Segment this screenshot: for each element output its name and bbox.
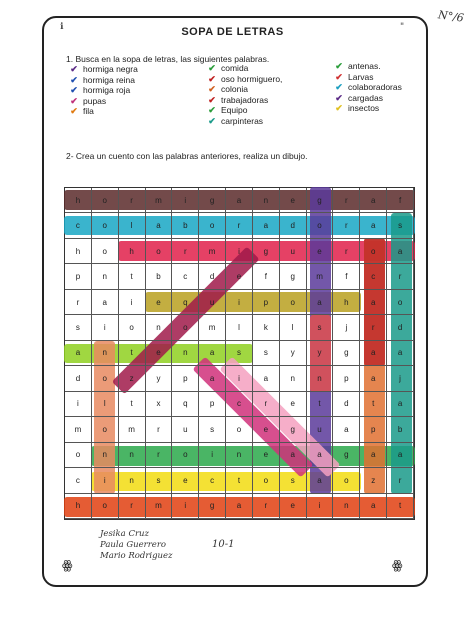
word-list-item — [333, 61, 402, 72]
grid-cell[interactable]: a — [146, 213, 173, 238]
grid-cell[interactable]: s — [307, 315, 334, 340]
grid-cell[interactable]: e — [146, 341, 173, 366]
grid-cell[interactable]: c — [360, 264, 387, 289]
grid-cell[interactable]: a — [307, 468, 334, 493]
grid-cell[interactable]: c — [226, 392, 253, 417]
word-label: oso hormiguero, — [221, 73, 283, 84]
grid-cell[interactable]: q — [172, 290, 199, 315]
grid-cell[interactable]: i — [172, 188, 199, 213]
grid-cell[interactable]: s — [146, 468, 173, 493]
word-list-item — [206, 84, 282, 95]
checkmark-icon: ✔ — [335, 82, 343, 92]
grid-cell[interactable]: n — [226, 443, 253, 468]
grid-cell[interactable]: s — [199, 417, 226, 442]
grid-cell[interactable]: c — [199, 468, 226, 493]
grid-cell[interactable]: n — [333, 494, 360, 519]
checkmark-icon: ✔ — [70, 64, 78, 74]
grid-cell[interactable]: o — [65, 443, 92, 468]
grid-cell[interactable]: t — [387, 494, 414, 519]
grid-cell[interactable]: s — [280, 468, 307, 493]
grid-cell[interactable]: i — [226, 290, 253, 315]
grid-cell[interactable]: m — [119, 417, 146, 442]
word-list-item — [68, 64, 138, 75]
grid-cell[interactable]: a — [226, 188, 253, 213]
grid-cell[interactable]: u — [307, 417, 334, 442]
ant-doodle-icon: " — [400, 22, 405, 32]
grid-cell[interactable]: f — [253, 264, 280, 289]
grid-cell[interactable]: g — [280, 264, 307, 289]
grid-cell[interactable]: s — [226, 341, 253, 366]
grid-cell[interactable]: b — [387, 417, 414, 442]
word-list-column-3 — [333, 61, 402, 114]
word-label: colaboradoras — [348, 82, 402, 92]
word-label: hormiga negra — [83, 64, 138, 74]
grid-cell[interactable]: n — [119, 468, 146, 493]
word-list-item — [333, 103, 402, 114]
grid-cell[interactable]: a — [360, 494, 387, 519]
grid-cell[interactable]: o — [146, 239, 173, 264]
word-label: Larvas — [348, 71, 374, 82]
grid-cell[interactable]: y — [280, 341, 307, 366]
word-label: trabajadoras — [221, 94, 269, 105]
grid-cell[interactable]: y — [307, 341, 334, 366]
word-label: Equipo — [221, 105, 248, 115]
grid-cell[interactable]: l — [92, 392, 119, 417]
grid-cell[interactable]: u — [280, 239, 307, 264]
grid-cell[interactable]: h — [65, 239, 92, 264]
checkmark-icon: ✔ — [335, 103, 343, 113]
grid-cell[interactable]: d — [280, 213, 307, 238]
checkmark-icon: ✔ — [208, 73, 216, 84]
grid-cell[interactable]: n — [253, 188, 280, 213]
word-label: colonia — [221, 84, 248, 94]
grid-cell[interactable]: i — [226, 239, 253, 264]
grid-cell[interactable]: i — [92, 468, 119, 493]
grid-cell[interactable]: e — [172, 468, 199, 493]
word-list-item — [68, 96, 138, 107]
grid-cell[interactable]: i — [92, 315, 119, 340]
grid-cell[interactable]: a — [360, 188, 387, 213]
grid-cell[interactable]: r — [119, 494, 146, 519]
grid-cell[interactable]: r — [360, 315, 387, 340]
grid-cell[interactable]: l — [280, 315, 307, 340]
grid-cell[interactable]: p — [65, 264, 92, 289]
word-list-column-1 — [68, 64, 138, 117]
grid-cell[interactable]: a — [360, 366, 387, 391]
checkmark-icon: ✔ — [70, 106, 78, 116]
grid-cell[interactable]: n — [280, 366, 307, 391]
grid-cell[interactable]: t — [360, 392, 387, 417]
grid-cell[interactable]: g — [253, 239, 280, 264]
grid-cell[interactable]: p — [199, 392, 226, 417]
checkmark-icon: ✔ — [335, 61, 343, 71]
grid-cell[interactable]: a — [333, 417, 360, 442]
grid-cell[interactable]: e — [307, 239, 334, 264]
word-label: pupas — [83, 95, 107, 106]
checkmark-icon: ✔ — [208, 84, 216, 94]
grid-cell[interactable]: o — [92, 366, 119, 391]
grid-cell[interactable]: a — [199, 341, 226, 366]
word-list-item — [206, 74, 282, 85]
grid-cell[interactable]: o — [253, 468, 280, 493]
grid-cell[interactable]: m — [307, 264, 334, 289]
word-label: antenas. — [348, 61, 381, 71]
grid-cell[interactable]: t — [119, 264, 146, 289]
grid-cell[interactable]: e — [146, 290, 173, 315]
grid-cell[interactable]: s — [387, 213, 414, 238]
checkmark-icon: ✔ — [335, 92, 343, 103]
grid-cell[interactable]: h — [65, 188, 92, 213]
checkmark-icon: ✔ — [70, 74, 78, 85]
grid-cell[interactable]: n — [92, 264, 119, 289]
word-list-item — [206, 116, 282, 127]
instruction-step-2: 2- Crea un cuento con las palabras anteriores, realiza un dibujo. — [66, 151, 308, 161]
grid-cell[interactable]: h — [119, 239, 146, 264]
grid-cell[interactable]: u — [172, 417, 199, 442]
grid-cell[interactable]: n — [92, 341, 119, 366]
grid-cell[interactable]: s — [65, 315, 92, 340]
grid-cell[interactable]: g — [280, 417, 307, 442]
grid-cell[interactable]: o — [199, 213, 226, 238]
grid-cell[interactable]: j — [333, 315, 360, 340]
grid-cell[interactable]: o — [226, 417, 253, 442]
grid-cell[interactable]: r — [333, 239, 360, 264]
grid-cell[interactable]: r — [387, 468, 414, 493]
grid-cell[interactable]: c — [65, 468, 92, 493]
grid-cell[interactable]: o — [333, 468, 360, 493]
grid-cell[interactable]: s — [253, 341, 280, 366]
grid-cell[interactable]: e — [280, 392, 307, 417]
grid-cell[interactable]: a — [199, 366, 226, 391]
grid-cell[interactable]: n — [119, 443, 146, 468]
grid-cell[interactable]: l — [226, 315, 253, 340]
page-title: SOPA DE LETRAS — [181, 26, 284, 38]
grid-cell[interactable]: p — [333, 366, 360, 391]
grid-cell[interactable]: a — [307, 443, 334, 468]
grid-cell[interactable]: a — [360, 341, 387, 366]
student-name: Mario Rodriguez — [100, 551, 173, 561]
grid-cell[interactable]: y — [146, 366, 173, 391]
grid-cell[interactable]: f — [387, 188, 414, 213]
grid-cell[interactable]: p — [360, 417, 387, 442]
grid-cell[interactable]: m — [65, 417, 92, 442]
grid-cell[interactable]: b — [146, 264, 173, 289]
grid-cell[interactable]: a — [65, 341, 92, 366]
word-list-column-2 — [206, 63, 282, 126]
grid-cell[interactable]: a — [387, 443, 414, 468]
grid-cell[interactable]: r — [172, 239, 199, 264]
ant-icon: ꙮ — [392, 558, 403, 572]
grid-cell[interactable]: o — [92, 239, 119, 264]
grid-cell[interactable]: r — [333, 188, 360, 213]
grid-cell[interactable]: m — [199, 315, 226, 340]
grid-cell[interactable]: r — [333, 213, 360, 238]
grid-cell[interactable]: k — [253, 315, 280, 340]
word-list-item — [333, 82, 402, 93]
grid-cell[interactable]: m — [146, 494, 173, 519]
word-list-item — [206, 63, 282, 74]
grid-cell[interactable]: p — [253, 290, 280, 315]
grid-cell[interactable]: t — [226, 468, 253, 493]
grid-cell[interactable]: i — [199, 443, 226, 468]
grid-cell[interactable]: o — [92, 213, 119, 238]
grid-cell[interactable]: g — [199, 494, 226, 519]
grid-cell[interactable]: a — [360, 213, 387, 238]
grid-cell[interactable]: m — [199, 239, 226, 264]
checkmark-icon: ✔ — [208, 94, 216, 105]
grid-cell[interactable]: i — [119, 290, 146, 315]
grid-cell[interactable]: d — [199, 264, 226, 289]
grid-cell[interactable]: e — [253, 443, 280, 468]
grid-cell[interactable]: u — [199, 290, 226, 315]
score-mark: N°/6 — [437, 8, 465, 25]
word-label: cargadas — [348, 92, 383, 103]
grid-cell[interactable]: t — [307, 392, 334, 417]
grid-cell[interactable]: c — [65, 213, 92, 238]
grid-cell[interactable]: a — [360, 443, 387, 468]
word-search-grid — [64, 187, 415, 520]
grid-cell[interactable]: o — [307, 213, 334, 238]
grid-cell[interactable]: z — [119, 366, 146, 391]
grid-cell[interactable]: a — [387, 392, 414, 417]
student-name: Paula Guerrero — [100, 540, 166, 550]
grid-cell[interactable]: d — [65, 366, 92, 391]
word-list-item — [333, 72, 402, 83]
grid-cell[interactable]: a — [360, 290, 387, 315]
grid-cell[interactable]: r — [253, 392, 280, 417]
grid-cell[interactable]: q — [172, 392, 199, 417]
grid-cell[interactable]: r — [253, 494, 280, 519]
grid-cell[interactable]: o — [119, 315, 146, 340]
grid-cell[interactable]: a — [253, 366, 280, 391]
word-list-item — [68, 106, 138, 117]
word-label: comida — [221, 63, 249, 73]
grid-cell[interactable]: e — [280, 494, 307, 519]
word-list-item — [206, 95, 282, 106]
grid-cell[interactable]: e — [280, 188, 307, 213]
grid-cell[interactable]: o — [387, 290, 414, 315]
grid-cell[interactable]: j — [387, 366, 414, 391]
word-list-item — [68, 85, 138, 96]
word-list-item — [333, 93, 402, 104]
grid-cell[interactable]: d — [387, 315, 414, 340]
grid-cell[interactable]: e — [253, 417, 280, 442]
grid-cell[interactable]: r — [146, 417, 173, 442]
grid-cell[interactable]: o — [280, 290, 307, 315]
grid-cell[interactable]: g — [307, 188, 334, 213]
ant-icon: ꙮ — [62, 558, 73, 572]
checkmark-icon: ✔ — [70, 85, 78, 95]
grid-cell[interactable]: a — [92, 290, 119, 315]
grid-cell[interactable]: g — [199, 188, 226, 213]
grid-cell[interactable]: r — [146, 443, 173, 468]
grid-cell[interactable]: o — [172, 443, 199, 468]
student-names — [100, 529, 173, 562]
checkmark-icon: ✔ — [335, 71, 343, 82]
checkmark-icon: ✔ — [70, 95, 78, 106]
word-label: hormiga reina — [83, 74, 135, 85]
word-label: hormiga roja — [83, 85, 131, 95]
group-number: 10-1 — [212, 539, 235, 550]
grid-cell[interactable]: g — [333, 341, 360, 366]
word-label: insectos — [348, 103, 380, 113]
grid-cell[interactable]: i — [226, 366, 253, 391]
grid-cell[interactable]: a — [280, 443, 307, 468]
grid-cell[interactable]: r — [119, 188, 146, 213]
grid-cell[interactable]: h — [333, 290, 360, 315]
student-name: Jesika Cruz — [100, 529, 149, 539]
grid-cell[interactable]: m — [146, 188, 173, 213]
grid-cell[interactable]: o — [92, 494, 119, 519]
grid-cell[interactable]: e — [226, 264, 253, 289]
grid-cell[interactable]: o — [92, 417, 119, 442]
grid-cell[interactable]: t — [119, 341, 146, 366]
grid-cell[interactable]: g — [333, 443, 360, 468]
word-label: fila — [83, 106, 94, 116]
grid-cell[interactable]: f — [333, 264, 360, 289]
checkmark-icon: ✔ — [208, 105, 216, 115]
grid-cell[interactable]: b — [172, 213, 199, 238]
grid-cell[interactable]: n — [146, 315, 173, 340]
grid-cell[interactable]: x — [146, 392, 173, 417]
grid-cell[interactable]: o — [360, 239, 387, 264]
grid-cell[interactable]: i — [65, 392, 92, 417]
word-label: carpinteras — [221, 115, 264, 126]
grid-cell[interactable]: p — [172, 366, 199, 391]
grid-cell[interactable]: z — [360, 468, 387, 493]
checkmark-icon: ✔ — [208, 63, 216, 73]
ant-doodle-icon: ℹ — [60, 22, 64, 32]
instruction-step-1: 1. Busca en la sopa de letras, las siguientes palabras. — [66, 54, 270, 64]
grid-cell[interactable]: i — [307, 494, 334, 519]
grid-cell[interactable]: r — [65, 290, 92, 315]
grid-cell[interactable]: a — [253, 213, 280, 238]
grid-cell[interactable]: d — [333, 392, 360, 417]
checkmark-icon: ✔ — [208, 115, 216, 126]
grid-cell[interactable]: a — [387, 239, 414, 264]
word-list-item — [68, 75, 138, 86]
grid-cell[interactable]: r — [226, 213, 253, 238]
grid-cell[interactable]: n — [92, 443, 119, 468]
grid-cell[interactable]: o — [92, 188, 119, 213]
word-list-item — [206, 105, 282, 116]
grid-cell[interactable]: h — [65, 494, 92, 519]
grid-cell[interactable]: i — [172, 494, 199, 519]
grid-cell[interactable]: a — [387, 341, 414, 366]
grid-cell[interactable]: n — [172, 341, 199, 366]
grid-cell[interactable]: c — [172, 264, 199, 289]
grid-cell[interactable]: o — [172, 315, 199, 340]
grid-cell[interactable]: a — [307, 290, 334, 315]
grid-cell[interactable]: t — [119, 392, 146, 417]
grid-cell[interactable]: r — [387, 264, 414, 289]
grid-cell[interactable]: a — [226, 494, 253, 519]
grid-cell[interactable]: n — [307, 366, 334, 391]
grid-cell[interactable]: l — [119, 213, 146, 238]
